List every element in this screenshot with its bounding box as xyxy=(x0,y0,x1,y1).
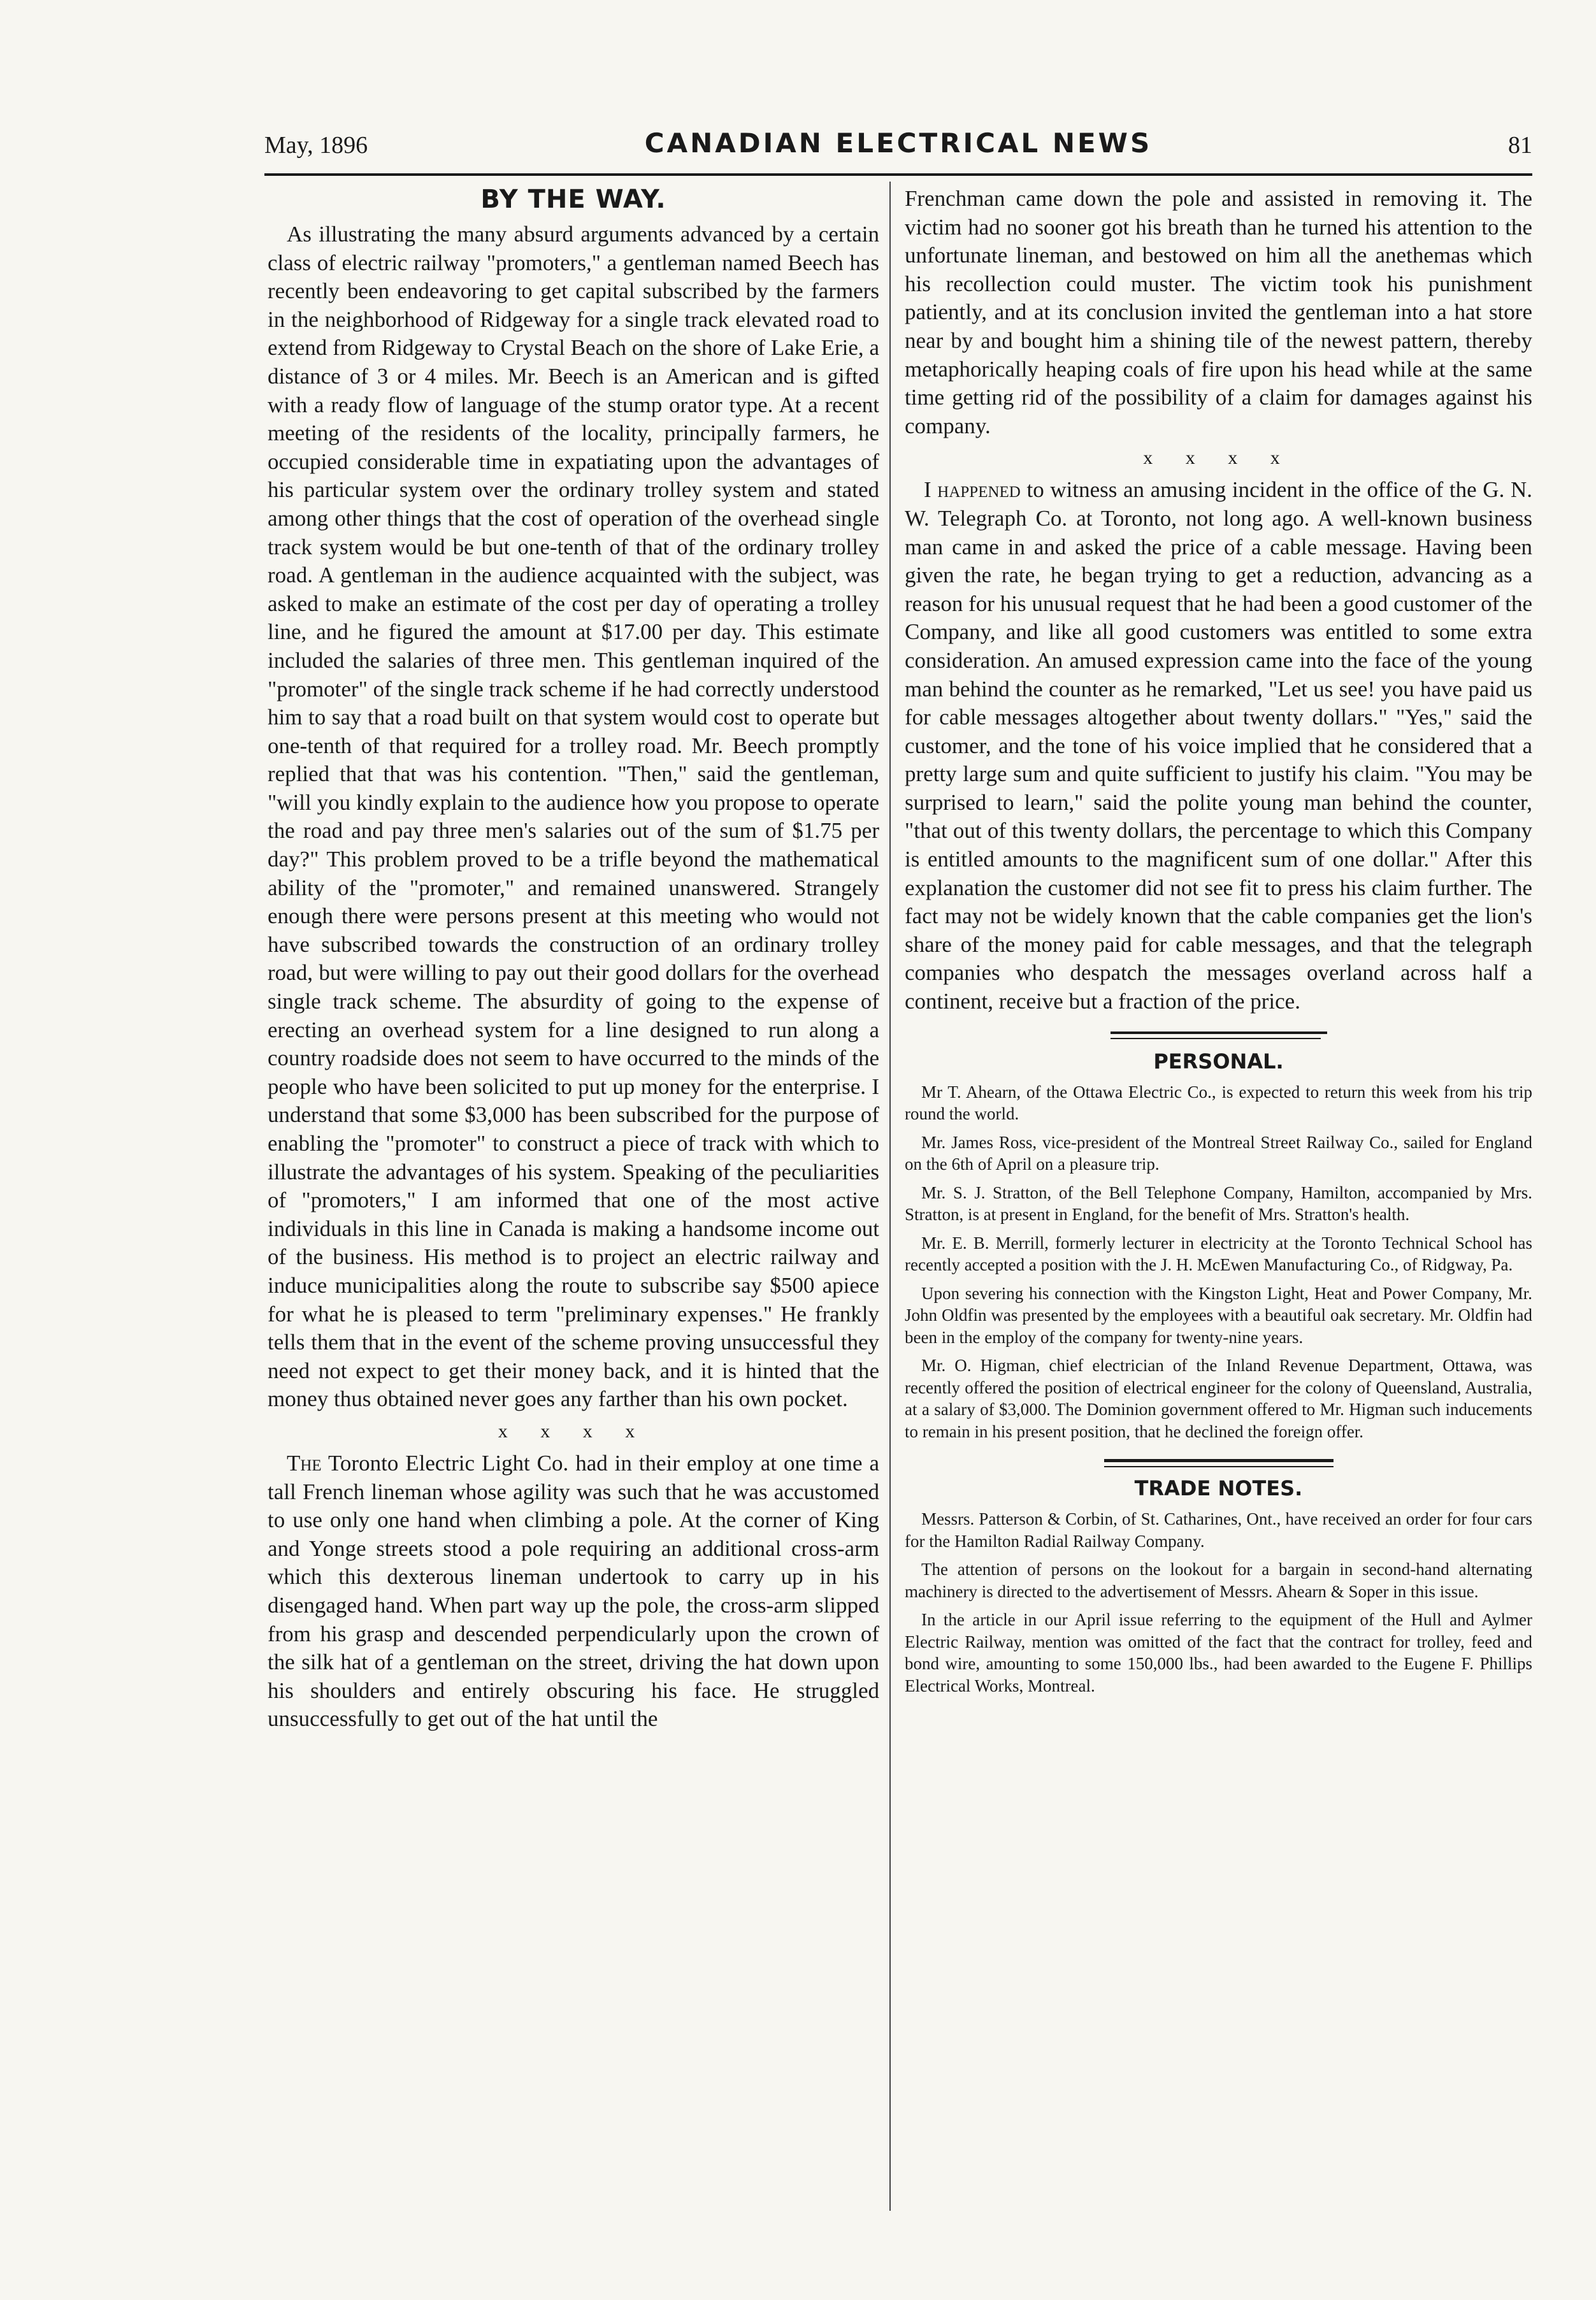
personal-item: Mr. O. Higman, chief electrician of the Inland Revenue Department, Ottawa, was recently offered the position of electrical engineer for the colony of Queensland, Australia, at a salary of $3,000. The Dominion government offered to Mr. Higman such inducements to remain in his present position, that he declined the foreign offer. xyxy=(905,1356,1532,1441)
section-separator-2: x x x x xyxy=(1143,447,1294,469)
by-the-way-title: BY THE WAY. xyxy=(480,185,666,214)
ornamental-rule xyxy=(1111,1031,1327,1039)
personal-title: PERSONAL. xyxy=(1153,1049,1284,1074)
right-column xyxy=(905,185,1532,1703)
article-paragraph-2 xyxy=(268,1449,879,1734)
personal-list xyxy=(905,1081,1532,1443)
paragraph-3-lead: I happened xyxy=(924,477,1021,503)
page-number: 81 xyxy=(1508,132,1532,159)
article-paragraph-3 xyxy=(905,476,1532,1016)
trade-notes-list xyxy=(905,1508,1532,1697)
paragraph-3-body: to witness an amusing incident in the office of the G. N. W. Telegraph Co. at Toronto, not long ago. A well-known business man came in and asked the price of a cable message. Having been given the rate, he began trying to get a reduction, advancing as a reason for his unusual request that he had been a good customer of the Company, and like all good customers was entitled to some extra consideration. An amused expression came into the face of the young man behind the counter as he remarked, "Let us see! you have paid us for cable messages altogether about twenty dollars." "Yes," said the customer, and the tone of his voice implied that he considered that a pretty large sum and quite sufficient to justify his claim. "You may be surprised to learn," said the polite young man behind the counter, "that out of this twenty dollars, the percentage to which this Company is entitled amounts to the magnificent sum of one dollar." After this explanation the customer did not see fit to press his claim further. The fact may not be widely known that the cable companies get the lion's share of the money paid for cable messages, and that the telegraph companies who despatch the messages overland across half a continent, receive but a fraction of the price. xyxy=(905,477,1532,1014)
section-separator: x x x x xyxy=(498,1420,649,1442)
article-paragraph-1: As illustrating the many absurd arguments advanced by a certain class of electric railway "promoters," a gentleman named Beech has recently been endeavoring to get capital subscribed by the farmers in the neighborhood of Ridgeway for a single track elevated road to extend from Ridgeway to Crystal Beach on the shore of Lake Erie, a distance of 3 or 4 miles. Mr. Beech is an American and is gifted with a ready flow of language of the stump orator type. At a recent meeting of the residents of the locality, principally farmers, he occupied considerable time in expatiating upon the advantages of his particular system over the ordinary trolley system and stated among other things that the cost of operation of the overhead single track system would be but one-tenth of that of the ordinary trolley road. A gentleman in the audience acquainted with the subject, was asked to make an estimate of the cost per day of operating a trolley line, and he figured the amount at $17.00 per day. This estimate included the salaries of three men. This gentleman inquired of the "promoter" of the single track scheme if he had correctly understood him to say that a road built on that system would cost to operate but one-tenth of that required for a trolley road. Mr. Beech promptly replied that that was his contention. "Then," said the gentleman, "will you kindly explain to the audience how you propose to operate the road and pay three men's salaries out of the sum of $1.75 per day?" This problem proved to be a trifle beyond the mathematical ability of the "promoter," and remained unanswered. Strangely enough there were persons present at this meeting who would not have subscribed towards the construction of an ordinary trolley road, but were willing to pay out their good dollars for the overhead single track scheme. The absurdity of going to the expense of erecting an overhead system for a line designed to run along a country roadside does not seem to have occurred to the minds of the people who have been solicited to put up money for the enterprise. I understand that some $3,000 has been subscribed for the purpose of enabling the "promoter" to construct a piece of track with which to illustrate the advantages of his system. Speaking of the peculiarities of "promoters," I am informed that one of the most active individuals in this line in Canada is making a handsome income out of the business. His method is to project an electric railway and induce municipalities along the route to subscribe say $500 apiece for what he is pleased to term "preliminary expenses." He frankly tells them that in the event of the scheme proving unsuccessful they need not expect to get their money back, and it is hinted that the money thus obtained never goes any farther than his own pocket. xyxy=(268,222,879,1412)
personal-item: Mr T. Ahearn, of the Ottawa Electric Co., is expected to return this week from his trip round the world. xyxy=(905,1082,1532,1124)
page-header xyxy=(264,127,1532,172)
issue-date: May, 1896 xyxy=(264,132,368,159)
trade-note-item: The attention of persons on the lookout for a bargain in second-hand alternating machinery is directed to the advertisement of Messrs. Ahearn & Soper in this issue. xyxy=(905,1560,1532,1601)
personal-item: Mr. E. B. Merrill, formerly lecturer in electricity at the Toronto Technical School has recently accepted a position with the J. H. McEwen Manufacturing Co., of Ridgway, Pa. xyxy=(905,1233,1532,1275)
ornamental-rule-2 xyxy=(1104,1459,1334,1467)
personal-item: Upon severing his connection with the Kingston Light, Heat and Power Company, Mr. John Oldfin was presented by the employees with a beautiful oak secretary. Mr. Oldfin had been in the employ of the company for twenty-nine years. xyxy=(905,1283,1532,1347)
publication-title: CANADIAN ELECTRICAL NEWS xyxy=(644,127,1153,159)
personal-item: Mr. S. J. Stratton, of the Bell Telephone Company, Hamilton, accompanied by Mrs. Stratton, is at present in England, for the benefit of Mrs. Stratton's health. xyxy=(905,1182,1532,1225)
trade-note-item: In the article in our April issue referring to the equipment of the Hull and Aylmer Electric Railway, mention was omitted of the fact that the contract for trolley, feed and bond wire, amounting to some 150,000 lbs., had been awarded to the Eugene F. Phillips Electrical Works, Montreal. xyxy=(905,1610,1532,1695)
paragraph-2-lead: The xyxy=(287,1450,322,1476)
column-divider xyxy=(889,182,891,2211)
trade-note-item: Messrs. Patterson & Corbin, of St. Catharines, Ont., have received an order for four cars for the Hamilton Radial Railway Company. xyxy=(905,1509,1532,1551)
header-rule xyxy=(264,173,1532,176)
article-paragraph-2-continued: Frenchman came down the pole and assisted in removing it. The victim had no sooner got his breath than he turned his attention to the unfortunate lineman, and bestowed on him all the anethemas which his recollection could muster. The victim took his punishment patiently, and at its conclusion invited the gentleman into a hat store near by and bought him a shining tile of the newest pattern, thereby metaphorically heaping coals of fire upon his head while at the same time getting rid of the possibility of a claim for damages against his company. xyxy=(905,186,1532,438)
paragraph-2-body: Toronto Electric Light Co. had in their employ at one time a tall French lineman whose agility was such that he was accustomed to use only one hand when climbing a pole. At the corner of King and Yonge streets stood a pole requiring an additional cross-arm which this dexterous lineman undertook to carry up in his disengaged hand. When part way up the pole, the cross-arm slipped from his grasp and descended perpendicularly upon the crown of the silk hat of a gentleman on the street, driving the hat down upon his shoulders and entirely obscuring his face. He struggled unsuccessfully to get out of the hat until the xyxy=(268,1450,879,1732)
personal-item: Mr. James Ross, vice-president of the Montreal Street Railway Co., sailed for England on the 6th of April on a pleasure trip. xyxy=(905,1132,1532,1174)
trade-notes-title: TRADE NOTES. xyxy=(1134,1476,1303,1501)
left-column xyxy=(268,185,879,1734)
